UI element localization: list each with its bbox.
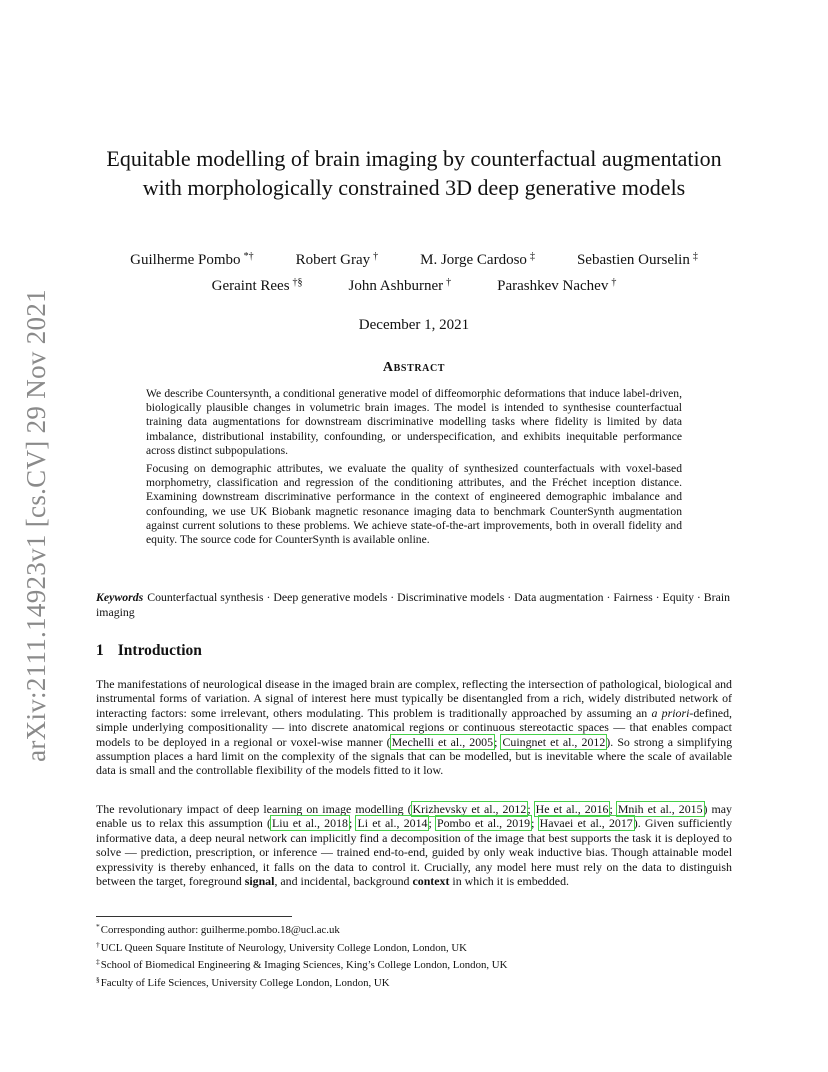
footnote <box>96 973 732 991</box>
text-run: ; <box>348 816 357 831</box>
affiliation-marks: *† <box>243 251 254 262</box>
emphasis-text: a priori <box>651 705 690 720</box>
text-run: ). So strong a simplifying assumption places a hard limit on the complexity of the signals that can be modelled, but is inevitable where the scale of available data is small and the controllable flexibility of the models fitted to it low. <box>96 734 733 778</box>
author-name: Robert Gray <box>295 252 371 268</box>
citation-link[interactable]: Havaei et al., 2017 <box>539 816 633 831</box>
text-run: The revolutionary impact of deep learning on image modelling ( <box>96 802 412 816</box>
publication-date: December 1, 2021 <box>358 317 470 333</box>
text-run: ; <box>494 734 502 749</box>
footnote-mark: § <box>96 974 100 984</box>
section-heading <box>96 642 202 660</box>
affiliation-marks: † <box>611 277 617 288</box>
footnote <box>96 955 732 973</box>
author <box>577 251 698 269</box>
keywords-label: Keywords <box>96 590 144 604</box>
text-run: , and incidental, background <box>274 874 413 889</box>
affiliation-marks: † <box>373 251 379 262</box>
citation-link[interactable]: Mechelli et al., 2005 <box>391 734 494 749</box>
citation-link[interactable]: Krizhevsky et al., 2012 <box>412 802 527 816</box>
text-run: in which it is embedded. <box>449 874 569 889</box>
author-name: Parashkev Nachev <box>497 278 609 294</box>
bold-term: context <box>412 874 450 889</box>
footnote <box>96 920 732 938</box>
text-run: ) may enable us to relax this assumption ( <box>96 802 733 831</box>
citation-link[interactable]: He et al., 2016 <box>535 802 609 816</box>
footnotes <box>96 920 732 990</box>
text-run: ; <box>531 816 539 831</box>
section-title: Introduction <box>117 642 202 659</box>
author-name: Guilherme Pombo <box>130 252 241 268</box>
section-number: 1 <box>96 642 104 659</box>
author <box>420 251 535 269</box>
author-list-row-2 <box>90 277 738 295</box>
author <box>349 277 452 295</box>
footnote-mark: ‡ <box>96 957 100 967</box>
paper-title: Equitable modelling of brain imaging by counterfactual augmentation with morphologically constrained 3D deep generative models <box>106 146 722 200</box>
footnote-mark: † <box>96 939 100 949</box>
footnote-divider <box>96 916 292 917</box>
affiliation-marks: † <box>446 277 452 288</box>
text-run: -defined, simple underlying compositionality — into discrete anatomical regions or continuous stereotactic spaces — that enables compact models to be deployed in a regional or voxel-wise manner ( <box>96 705 732 749</box>
author-name: M. Jorge Cardoso <box>420 252 527 268</box>
intro-paragraph-1 <box>96 677 732 778</box>
footnote-text: Corresponding author: guilherme.pombo.18@ucl.ac.uk <box>100 924 340 936</box>
arxiv-id-text: arXiv:2111.14923v1 [cs.CV] 29 Nov 2021 <box>20 288 51 762</box>
citation-link[interactable]: Li et al., 2014 <box>357 816 428 831</box>
keywords-list: Counterfactual synthesis · Deep generative models · Discriminative models · Data augmentation · Fairness · Equity · Brain imaging <box>96 590 731 619</box>
text-run: ; <box>527 802 535 816</box>
text-run: ; <box>428 816 436 831</box>
author <box>130 251 253 269</box>
citation-link[interactable]: Mnih et al., 2015 <box>617 802 703 816</box>
affiliation-marks: ‡ <box>529 251 535 262</box>
text-run: The manifestations of neurological disease in the imaged brain are complex, reflecting the intersection of pathological, biological and instrumental forms of variation. A signal of interest here must typically be disentangled from a rich, widely distributed network of interacting factors: some irrelevant, others modulating. This problem is traditionally approached by assuming an <box>96 677 732 720</box>
author <box>212 277 303 295</box>
footnote-text: Faculty of Life Sciences, University College London, London, UK <box>100 976 390 989</box>
footnote-mark: * <box>96 922 100 931</box>
citation-link[interactable]: Cuingnet et al., 2012 <box>502 734 606 749</box>
citation-link[interactable]: Liu et al., 2018 <box>272 816 348 831</box>
author <box>497 277 616 295</box>
keywords <box>96 590 732 620</box>
affiliation-marks: †§ <box>292 277 303 288</box>
footnote-text: School of Biomedical Engineering & Imaging Sciences, King’s College London, London, UK <box>100 959 508 972</box>
intro-paragraph-2 <box>96 802 732 888</box>
abstract-heading: Abstract <box>382 360 446 375</box>
abstract <box>146 387 682 551</box>
citation-link[interactable]: Pombo et al., 2019 <box>436 816 531 831</box>
affiliation-marks: ‡ <box>692 251 698 262</box>
abstract-paragraph: We describe Countersynth, a conditional generative model of diffeomorphic deformations that induce label-driven, biologically plausible changes in volumetric brain images. The model is intended to synthesise counterfactual training data augmentations for downstream discriminative modelling tasks where fidelity is limited by data imbalance, distributional instability, confounding, or underspecification, and exhibits inequitable performance across distinct subpopulations. <box>146 387 682 457</box>
author-name: Sebastien Ourselin <box>576 252 690 268</box>
bold-term: signal <box>244 874 275 889</box>
text-run: ; <box>609 802 617 816</box>
author-name: Geraint Rees <box>211 278 290 294</box>
text-run: ). Given sufficiently informative data, a deep neural network can implicitly find a decomposition of the image that best supports the task it is deployed to solve — prediction, prescription, or inference — trained end-to-end, guided by only weak inductive bias. Though attainable model expressivity is thereby enhanced, it falls on the data to control it. Crucially, any model here must rely on the data to distinguish between the target, foreground <box>96 816 733 889</box>
author <box>296 251 379 269</box>
author-name: John Ashburner <box>348 278 444 294</box>
footnote <box>96 938 732 956</box>
arxiv-watermark <box>14 290 58 760</box>
footnote-text: UCL Queen Square Institute of Neurology, University College London, London, UK <box>100 941 467 954</box>
author-list-row-1 <box>90 251 738 269</box>
abstract-paragraph: Focusing on demographic attributes, we evaluate the quality of synthesized counterfactuals with voxel-based morphometry, classification and regression of the conditioning attributes, and the Fréchet inception distance. Examining downstream discriminative performance in the context of engineered demographic imbalance and confounding, we use UK Biobank magnetic resonance imaging data to benchmark CounterSynth augmentation against current solutions to these problems. We achieve state-of-the-art improvements, both in overall fidelity and equity. The source code for CounterSynth is available online. <box>146 462 682 547</box>
